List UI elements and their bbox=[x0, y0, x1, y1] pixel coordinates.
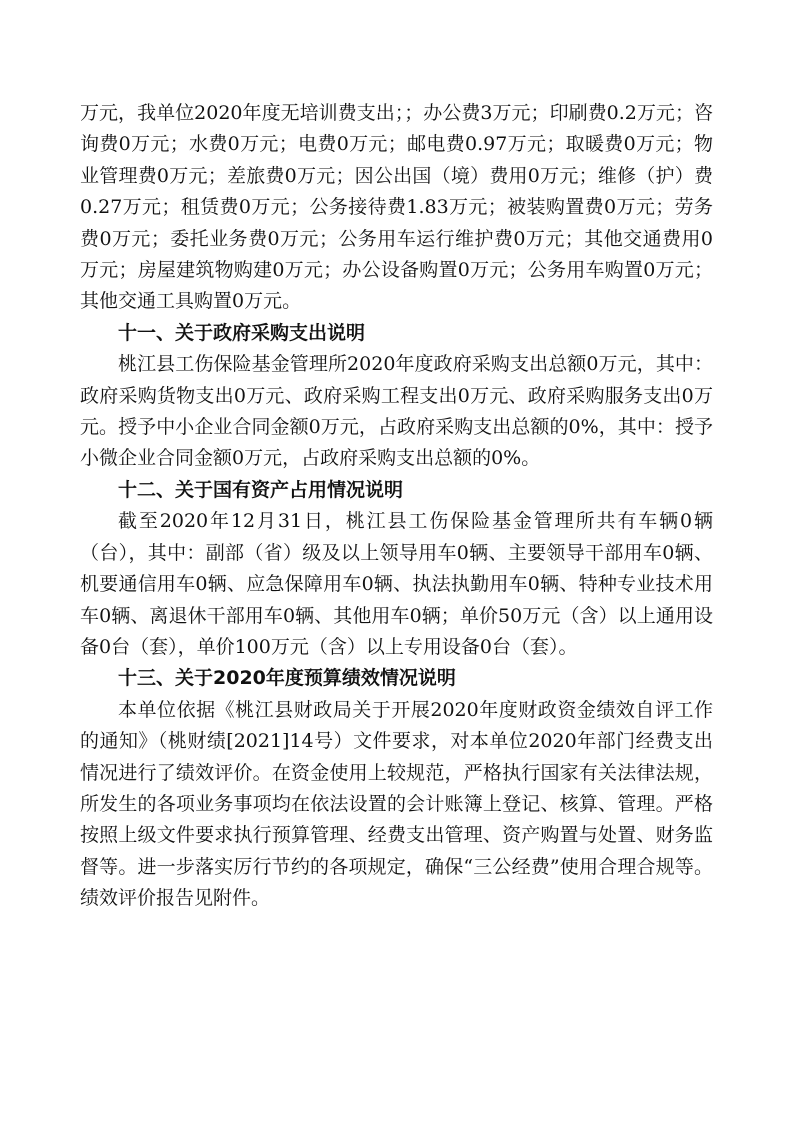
paragraph-budget-performance: 本单位依据《桃江县财政局关于开展2020年度财政资金绩效自评工作的通知》（桃财绩[2021]14号）文件要求，对本单位2020年部门经费支出情况进行了绩效评价。在资金使用上较规范，严格执行国家有关法律法规，所发生的各项业务事项均在依法设置的会计账簿上登记、核算、管理。严格按照上级文件要求执行预算管理、经费支出管理、资产购置与处置、财务监督等。进一步落实厉行节约的各项规定，确保“三公经费”使用合理合规等。绩效评价报告见附件。 bbox=[80, 698, 713, 910]
section-heading-budget-performance: 十三、关于2020年度预算绩效情况说明 bbox=[118, 667, 456, 690]
section-heading-state-assets: 十二、关于国有资产占用情况说明 bbox=[118, 478, 404, 501]
section-heading-government-procurement: 十一、关于政府采购支出说明 bbox=[118, 321, 366, 344]
paragraph-expense-breakdown: 万元，我单位2020年度无培训费支出；；办公费3万元；印刷费0.2万元；咨询费0万元；水费0万元；电费0万元；邮电费0.97万元；取暖费0万元；物业管理费0万元；差旅费0万元；因公出国（境）费用0万元；维修（护）费0.27万元；租赁费0万元；公务接待费1.83万元；被装购置费0万元；劳务费0万元；委托业务费0万元；公务用车运行维护费0万元；其他交通费用0万元；房屋建筑物购建0万元；办公设备购置0万元；公务用车购置0万元；其他交通工具购置0万元。 bbox=[80, 102, 713, 313]
paragraph-state-assets: 截至2020年12月31日，桃江县工伤保险基金管理所共有车辆0辆（台），其中：副部（省）级及以上领导用车0辆、主要领导干部用车0辆、机要通信用车0辆、应急保障用车0辆、执法执勤用车0辆、特种专业技术用车0辆、离退休干部用车0辆、其他用车0辆；单价50万元（含）以上通用设备0台（套），单价100万元（含）以上专用设备0台（套）。 bbox=[80, 510, 713, 658]
paragraph-government-procurement: 桃江县工伤保险基金管理所2020年度政府采购支出总额0万元，其中：政府采购货物支出0万元、政府采购工程支出0万元、政府采购服务支出0万元。授予中小企业合同金额0万元，占政府采购支出总额的0%，其中：授予小微企业合同金额0万元，占政府采购支出总额的0%。 bbox=[80, 353, 713, 470]
document-body bbox=[80, 98, 713, 915]
